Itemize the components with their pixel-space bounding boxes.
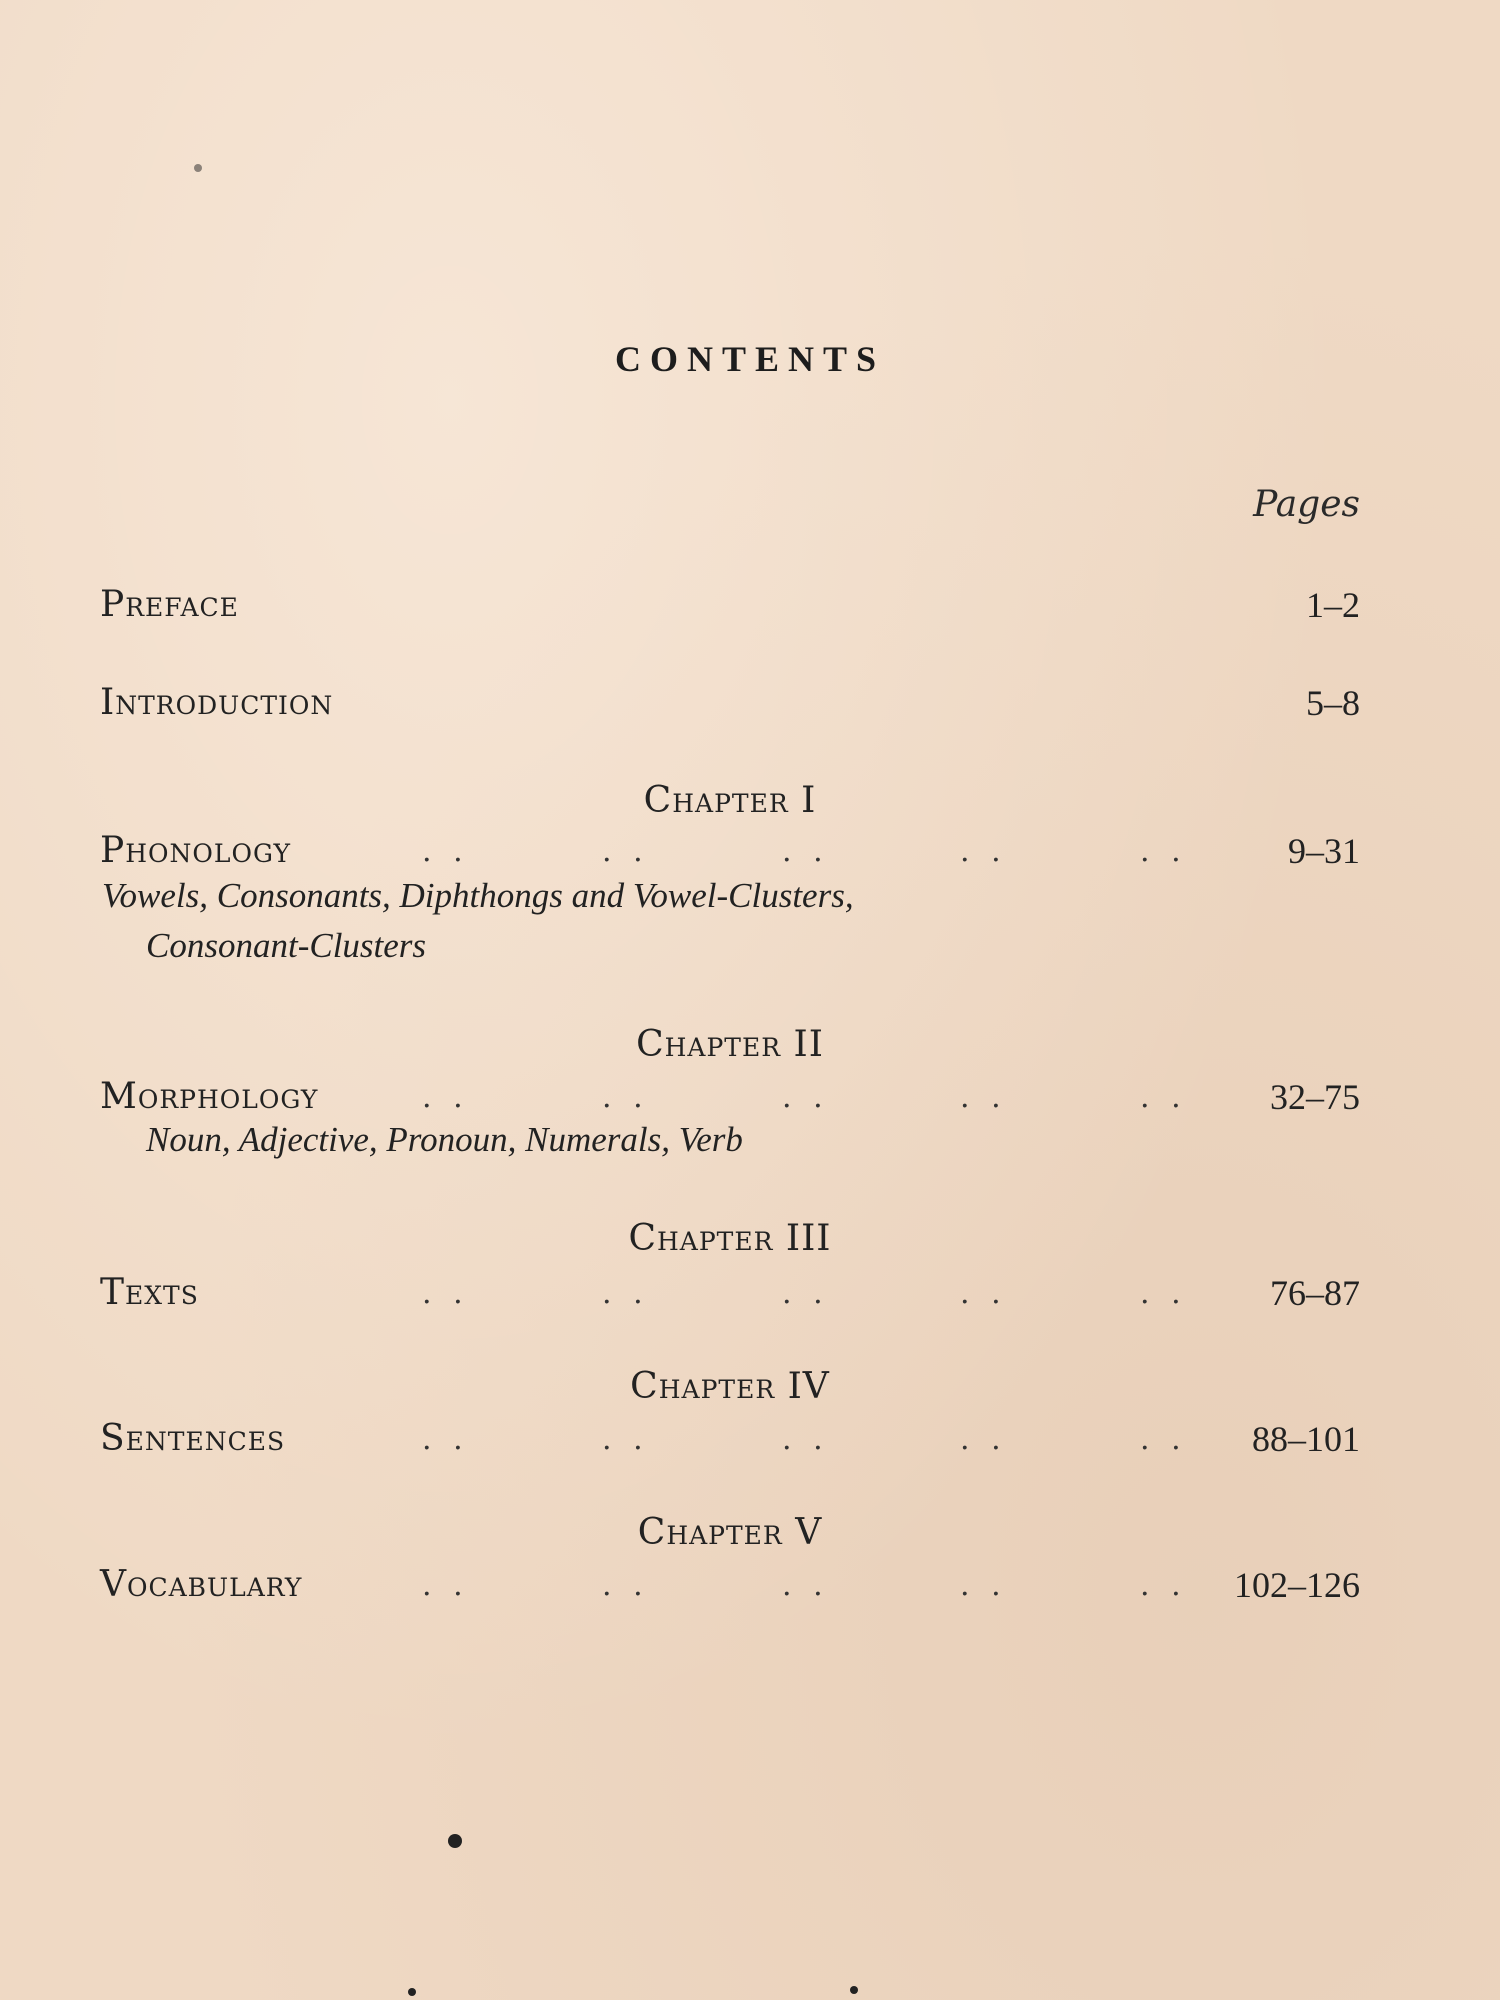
leader-dots: . . [422, 1276, 469, 1311]
toc-entry-label: Introduction [100, 682, 334, 723]
leader-dots: . . [1140, 1276, 1187, 1311]
chapter-subtopics: Noun, Adjective, Pronoun, Numerals, Verb [146, 1120, 743, 1159]
leader-dots: . . [1140, 1568, 1187, 1603]
toc-entry-pages: 76–87 [1270, 1273, 1360, 1313]
leader-dots: . . [782, 1422, 829, 1457]
paper-blemish [194, 164, 202, 172]
toc-entry-vocabulary[interactable] [100, 1564, 1360, 1612]
toc-entry-pages: 102–126 [1234, 1565, 1360, 1605]
toc-entry-label: Vocabulary [100, 1564, 303, 1605]
toc-entry-label: Phonology [100, 830, 292, 871]
leader-dots: . . [782, 834, 829, 869]
pages-column-label: Pages [1253, 484, 1360, 525]
chapter-heading-1: Chapter I [643, 780, 817, 821]
toc-entry-pages: 1–2 [1306, 585, 1360, 625]
leader-dots: . . [1140, 1080, 1187, 1115]
toc-entry-label: Morphology [100, 1076, 319, 1117]
toc-entry-label: Preface [100, 584, 239, 625]
chapter-heading-2: Chapter II [636, 1024, 824, 1065]
leader-dots: . . [422, 1568, 469, 1603]
leader-dots: . . [960, 1080, 1007, 1115]
leader-dots: . . [422, 834, 469, 869]
toc-entry-texts[interactable] [100, 1272, 1360, 1320]
leader-dots: . . [602, 1422, 649, 1457]
toc-entry-pages: 88–101 [1252, 1419, 1360, 1459]
toc-entry-introduction[interactable] [100, 682, 1360, 730]
leader-dots: . . [1140, 1422, 1187, 1457]
leader-dots: . . [960, 834, 1007, 869]
leader-dots: . . [960, 1422, 1007, 1457]
leader-dots: . . [602, 834, 649, 869]
leader-dots: . . [782, 1568, 829, 1603]
toc-entry-sentences[interactable] [100, 1418, 1360, 1466]
chapter-subtopics: Consonant-Clusters [146, 926, 427, 965]
toc-entry-preface[interactable] [100, 584, 1360, 632]
chapter-heading-5: Chapter V [637, 1512, 823, 1553]
toc-entry-label: Texts [100, 1272, 199, 1313]
chapter-heading-4: Chapter IV [630, 1366, 830, 1407]
toc-entry-morphology[interactable] [100, 1076, 1360, 1124]
toc-entry-phonology[interactable] [100, 830, 1360, 878]
page-title: CONTENTS [614, 339, 886, 379]
leader-dots: . . [602, 1080, 649, 1115]
paper-blemish [850, 1986, 858, 1994]
leader-dots: . . [960, 1276, 1007, 1311]
paper-blemish [448, 1834, 462, 1848]
chapter-heading-3: Chapter III [628, 1218, 832, 1259]
toc-entry-pages: 5–8 [1306, 683, 1360, 723]
leader-dots: . . [960, 1568, 1007, 1603]
leader-dots: . . [782, 1080, 829, 1115]
leader-dots: . . [1140, 834, 1187, 869]
toc-entry-label: Sentences [100, 1418, 286, 1459]
leader-dots: . . [422, 1080, 469, 1115]
leader-dots: . . [602, 1276, 649, 1311]
toc-entry-pages: 32–75 [1270, 1077, 1360, 1117]
toc-entry-pages: 9–31 [1288, 831, 1360, 871]
chapter-subtopics: Vowels, Consonants, Diphthongs and Vowel-Clusters, [102, 876, 854, 915]
leader-dots: . . [782, 1276, 829, 1311]
leader-dots: . . [602, 1568, 649, 1603]
paper-blemish [408, 1988, 416, 1996]
leader-dots: . . [422, 1422, 469, 1457]
